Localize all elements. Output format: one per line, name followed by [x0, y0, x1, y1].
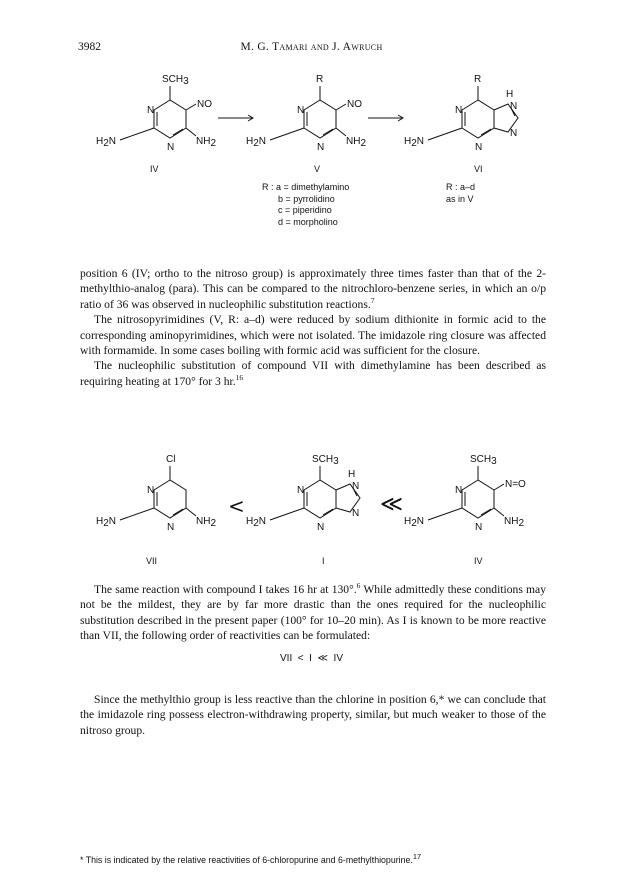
svg-text:N: N [510, 101, 518, 112]
svg-text:SCH3: SCH3 [470, 454, 497, 467]
svg-text:N: N [167, 142, 175, 153]
scheme-2-structures [96, 450, 540, 540]
compound-iv-structure [96, 74, 216, 153]
legend-vi [446, 182, 475, 205]
paragraph [80, 582, 546, 644]
svg-text:SCH3: SCH3 [162, 74, 189, 87]
paragraph [80, 358, 546, 389]
label-v: V [314, 164, 321, 174]
running-head-text: M. G. Tamari and J. Awruch [240, 41, 383, 53]
legend-vi-line: R : a–d [446, 182, 476, 192]
compound-vi-structure [404, 74, 518, 153]
label-vi: VI [474, 164, 483, 174]
svg-text:H2N: H2N [96, 516, 117, 529]
paragraph [80, 266, 546, 312]
citation: 6 [356, 581, 361, 591]
svg-text:NH2: NH2 [346, 136, 367, 149]
label-vii: VII [146, 556, 158, 566]
label-iv: IV [150, 164, 159, 174]
compound-v-structure [246, 74, 366, 153]
svg-text:H2N: H2N [246, 516, 267, 529]
paragraph: Since the methylthio group is less reactive than the chlorine in position 6,* we can conclude that the imidazole ring possess electron-withdrawing property, similar, but much weaker to those of the nitroso group. [80, 693, 546, 737]
svg-text:SCH3: SCH3 [312, 454, 339, 467]
legend-vi-line: as in V [446, 193, 474, 204]
citation: 16 [235, 372, 244, 382]
svg-text:H: H [348, 469, 356, 480]
svg-text:N: N [475, 142, 483, 153]
svg-text:H2N: H2N [96, 136, 117, 149]
citation: 7 [370, 295, 375, 305]
svg-text:N: N [455, 485, 463, 496]
legend-v-line: d = morpholino [278, 216, 338, 227]
legend-v-line: c = piperidino [278, 205, 332, 215]
svg-text:NO: NO [347, 99, 362, 110]
less-than-symbol: < [228, 494, 245, 518]
running-head [0, 41, 623, 53]
compound-vii-structure [96, 454, 216, 533]
svg-text:N: N [475, 522, 483, 533]
legend-v-line: b = pyrrolidino [278, 193, 335, 204]
body-text-2 [80, 582, 546, 644]
legend-v-line: R : a = dimethylamino [262, 182, 350, 192]
svg-text:N=O: N=O [505, 479, 526, 490]
body-text-1 [80, 266, 546, 389]
svg-text:N: N [297, 105, 305, 116]
paragraph-text: The same reaction with compound I takes 16 hr at 130°. [94, 583, 357, 596]
svg-text:N: N [167, 522, 175, 533]
citation: 17 [412, 852, 422, 862]
paragraph: The nitrosopyrimidines (V, R: a–d) were reduced by sodium dithionite in formic acid to the corresponding aminopyrimidines, which were not isolated. The imidazole ring closure was affected with formamide. In some cases boiling with formic acid was sufficient for the closure. [80, 313, 546, 358]
svg-text:H2N: H2N [404, 136, 425, 149]
scheme-1-structures [96, 70, 540, 160]
svg-text:N: N [510, 128, 518, 139]
svg-text:R: R [474, 74, 482, 85]
svg-text:N: N [317, 522, 325, 533]
svg-text:N: N [352, 508, 360, 519]
paragraph-text: While admittedly these conditions may not be the mildest, they are by far more drastic than the ones required for the nucleophilic substitution described in the present paper (100° for 10–20 min). As I is known to be more reactive than VII, the following order of reactivities can be formulated: [80, 583, 546, 643]
label-i: I [322, 556, 325, 566]
svg-text:NH2: NH2 [196, 516, 217, 529]
footnote [80, 852, 422, 865]
much-less-than-symbol: ≪ [380, 492, 404, 517]
svg-text:Cl: Cl [166, 454, 176, 465]
legend-v [262, 182, 349, 228]
svg-text:R: R [316, 74, 324, 85]
svg-text:N: N [317, 142, 325, 153]
reactivity-order: VII < I ≪ IV [280, 653, 343, 664]
compound-i-structure [246, 454, 360, 533]
compound-iv-structure [404, 454, 526, 533]
svg-text:N: N [352, 481, 360, 492]
page-number: 3982 [78, 41, 101, 53]
svg-text:H: H [506, 89, 514, 100]
svg-text:NO: NO [197, 99, 212, 110]
body-text-3 [80, 692, 546, 738]
svg-text:NH2: NH2 [504, 516, 525, 529]
label-iv-second: IV [474, 556, 483, 566]
paragraph-text: The nucleophilic substitution of compound VII with dimethylamine has been described as requiring heating at 170° for 3 hr. [80, 359, 546, 388]
svg-text:N: N [297, 485, 305, 496]
svg-text:N: N [147, 105, 155, 116]
footnote-text: * This is indicated by the relative reactivities of 6-chloropurine and 6-methylthiopurine. [80, 855, 413, 865]
svg-text:NH2: NH2 [196, 136, 217, 149]
paragraph-text: position 6 (IV; ortho to the nitroso group) is approximately three times faster than that of the 2-methylthio-analog (para). This can be compared to the nitrochloro-benzene series, in which an o/p ratio of 36 was observed in nucleophilic substitution reactions. [80, 267, 546, 311]
svg-text:N: N [147, 485, 155, 496]
svg-text:N: N [455, 105, 463, 116]
svg-text:H2N: H2N [404, 516, 425, 529]
svg-text:H2N: H2N [246, 136, 267, 149]
